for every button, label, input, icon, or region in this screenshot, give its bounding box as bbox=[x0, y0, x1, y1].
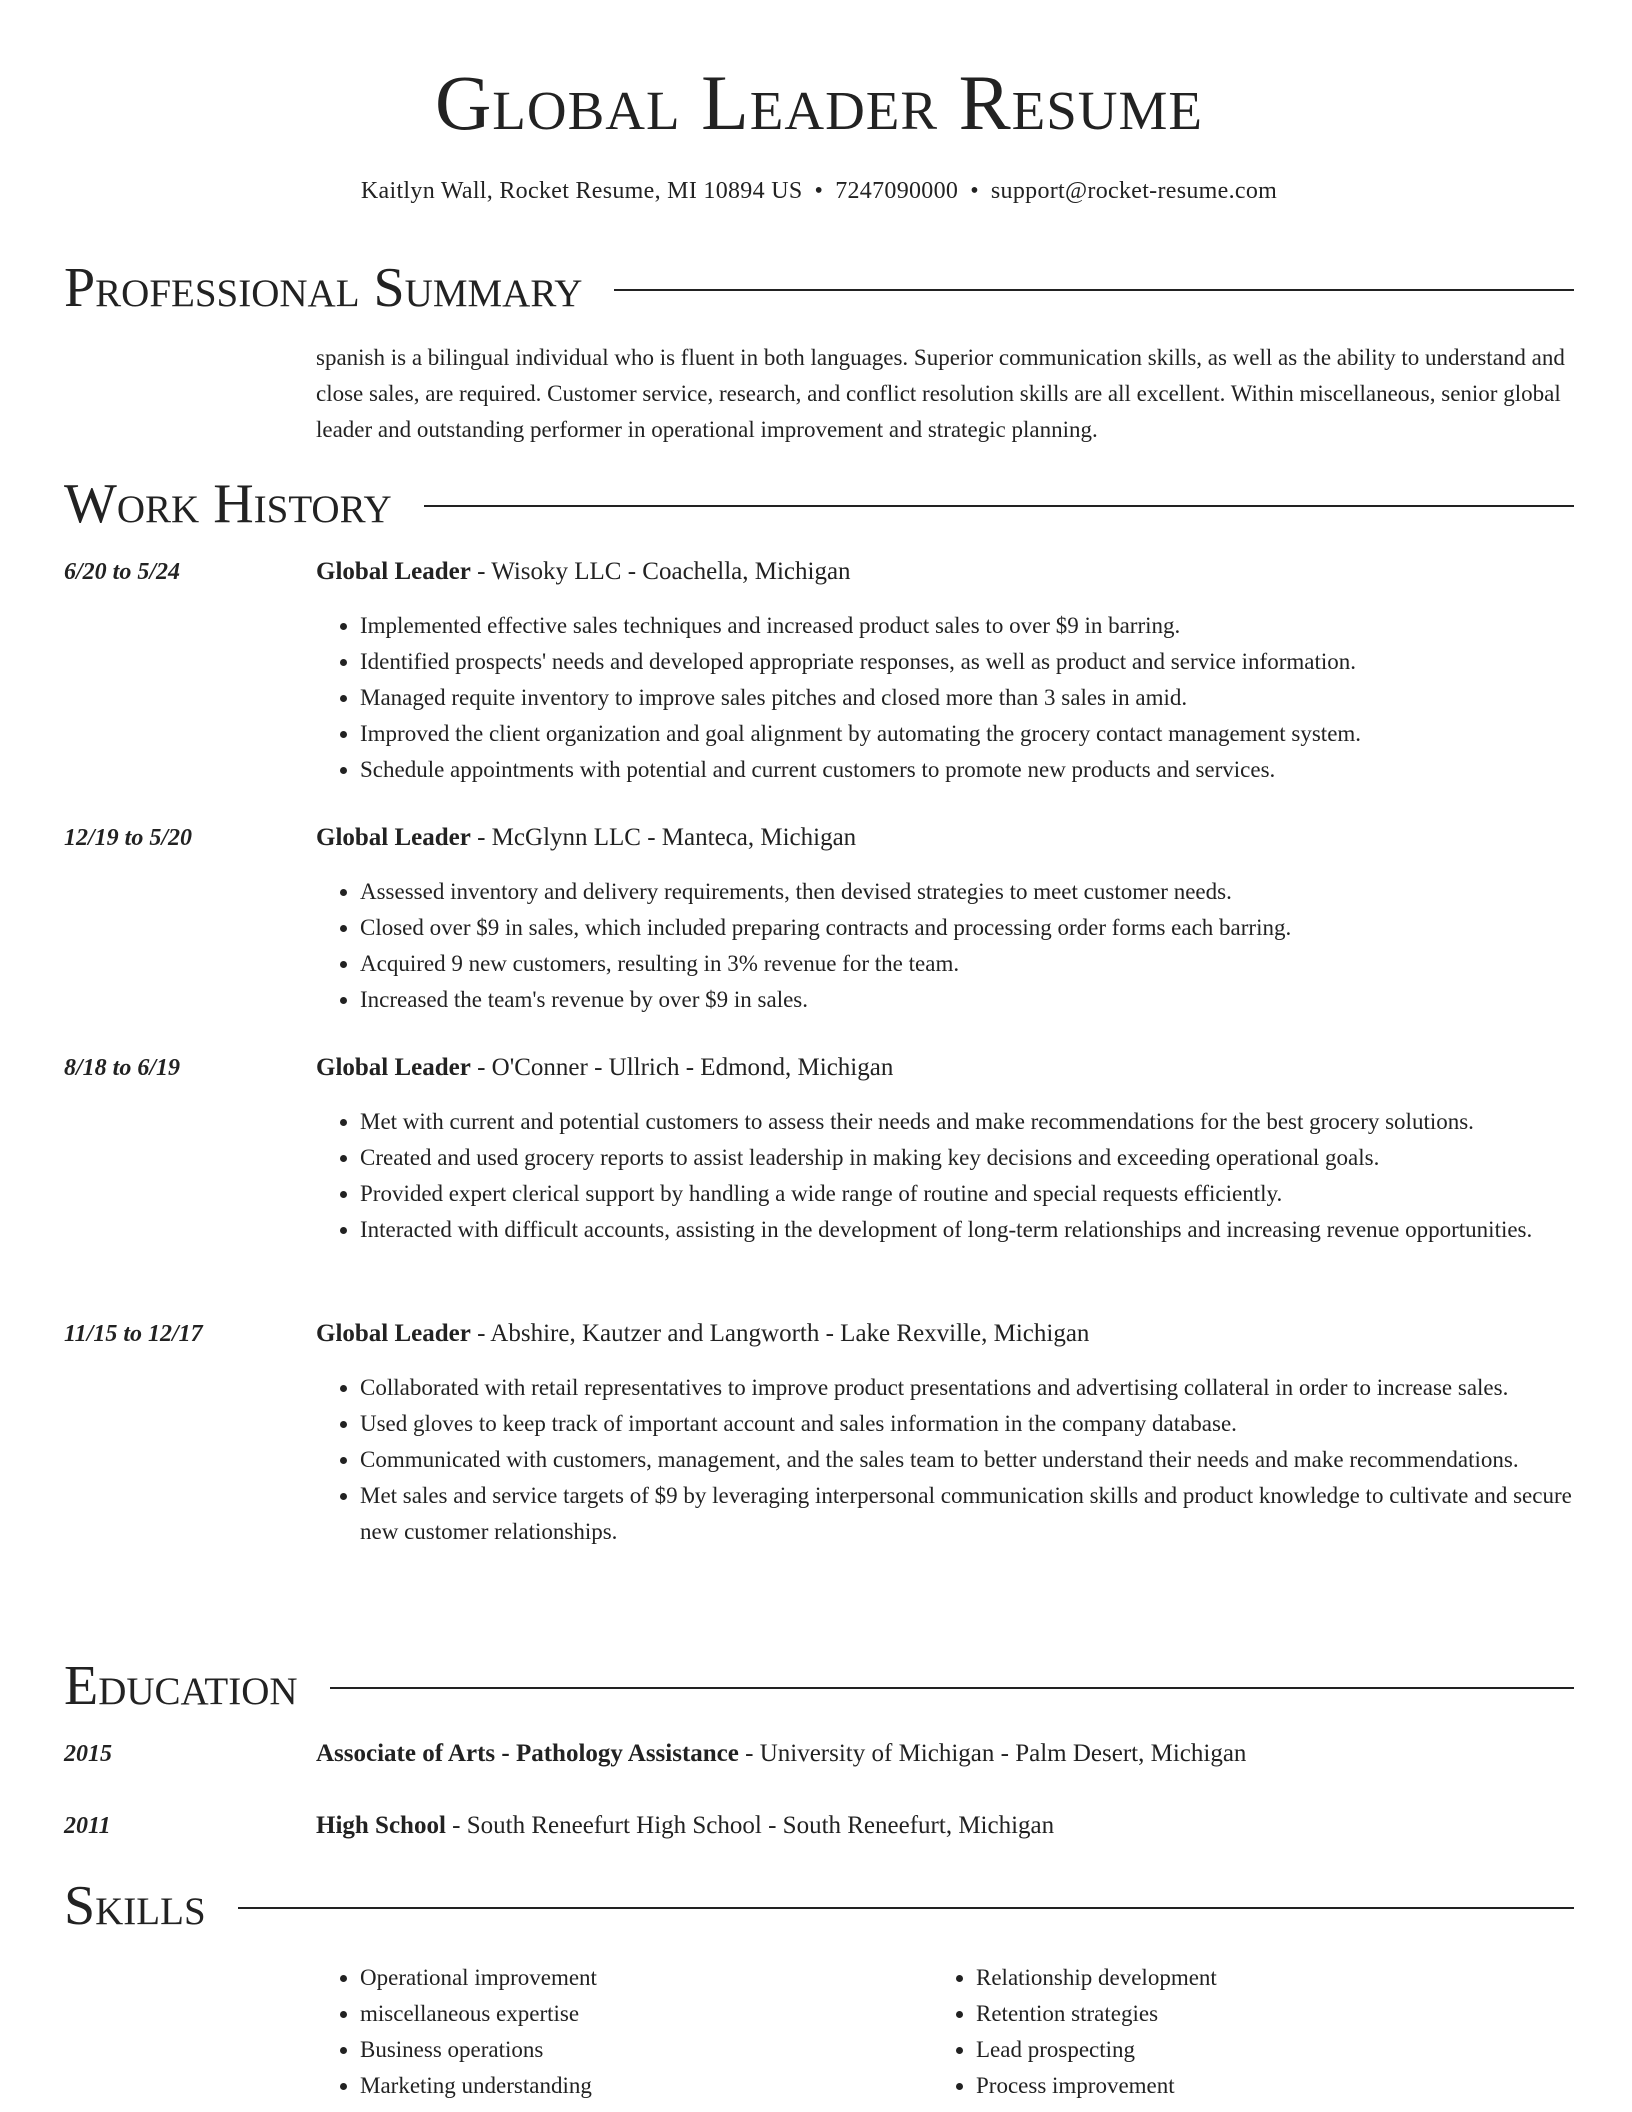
job-dates: 8/18 to 6/19 bbox=[64, 1055, 181, 1081]
job-dates: 11/15 to 12/17 bbox=[64, 1321, 203, 1347]
section-divider bbox=[614, 289, 1574, 291]
skill-item: • Business operations bbox=[360, 2032, 597, 2068]
job-bullets bbox=[360, 608, 1574, 788]
education-header bbox=[316, 1738, 1246, 1770]
skill-item: • Lead prospecting bbox=[976, 2032, 1217, 2068]
section-professional-summary bbox=[64, 256, 1574, 320]
list-item: • Met sales and service targets of $9 by leveraging interpersonal communication skills and product knowledge to cultivate and secure new customer relationships. bbox=[360, 1478, 1574, 1550]
job-bullets bbox=[360, 874, 1574, 1018]
education-details: - South Reneefurt High School - South Reneefurt, Michigan bbox=[445, 1812, 1055, 1839]
list-item: • Interacted with difficult accounts, assisting in the development of long-term relationships and increasing revenue opportunities. bbox=[360, 1212, 1574, 1248]
skills-list-right bbox=[976, 1960, 1217, 2104]
job-details: - Wisoky LLC - Coachella, Michigan bbox=[470, 558, 851, 585]
resume-title: Global Leader Resume bbox=[434, 59, 1204, 146]
list-item: • Schedule appointments with potential and current customers to promote new products and services. bbox=[360, 752, 1574, 788]
list-item: • Assessed inventory and delivery requirements, then devised strategies to meet customer needs. bbox=[360, 874, 1574, 910]
list-item: • Provided expert clerical support by handling a wide range of routine and special requests efficiently. bbox=[360, 1176, 1574, 1212]
section-skills bbox=[64, 1874, 1574, 1938]
job-title: Global Leader bbox=[316, 1320, 471, 1347]
section-heading: Education bbox=[64, 1655, 298, 1717]
job-dates: 6/20 to 5/24 bbox=[64, 559, 181, 585]
education-degree: High School bbox=[316, 1812, 446, 1839]
contact-address: Kaitlyn Wall, Rocket Resume, MI 10894 US bbox=[360, 178, 803, 204]
section-heading: Work History bbox=[64, 473, 392, 535]
contact-line bbox=[64, 176, 1574, 206]
job-dates: 12/19 to 5/20 bbox=[64, 825, 193, 851]
job-details: - Abshire, Kautzer and Langworth - Lake Rexville, Michigan bbox=[470, 1320, 1090, 1347]
list-item: • Collaborated with retail representatives to improve product presentations and advertising collateral in order to increase sales. bbox=[360, 1370, 1574, 1406]
contact-phone: 7247090000 bbox=[835, 178, 959, 204]
skill-item: • Relationship development bbox=[976, 1960, 1217, 1996]
skill-item: • Retention strategies bbox=[976, 1996, 1217, 2032]
list-item: • Implemented effective sales techniques and increased product sales to over $9 in barring. bbox=[360, 608, 1574, 644]
skills-list-left bbox=[360, 1960, 597, 2104]
section-education bbox=[64, 1654, 1574, 1718]
job-bullets bbox=[360, 1370, 1574, 1550]
job-details: - O'Conner - Ullrich - Edmond, Michigan bbox=[470, 1054, 894, 1081]
list-item: • Communicated with customers, management, and the sales team to better understand their needs and make recommendations. bbox=[360, 1442, 1574, 1478]
job-header bbox=[316, 556, 851, 588]
contact-separator: • bbox=[814, 178, 824, 204]
list-item: • Improved the client organization and goal alignment by automating the grocery contact management system. bbox=[360, 716, 1574, 752]
skill-item: • Marketing understanding bbox=[360, 2068, 597, 2104]
list-item: • Used gloves to keep track of important account and sales information in the company database. bbox=[360, 1406, 1574, 1442]
contact-email: support@rocket-resume.com bbox=[990, 178, 1278, 204]
education-year: 2015 bbox=[64, 1741, 112, 1767]
skill-item: • Operational improvement bbox=[360, 1960, 597, 1996]
section-divider bbox=[424, 505, 1574, 507]
contact-separator: • bbox=[970, 178, 979, 204]
list-item: • Met with current and potential customers to assess their needs and make recommendations for the best grocery solutions. bbox=[360, 1104, 1574, 1140]
summary-text: spanish is a bilingual individual who is fluent in both languages. Superior communication skills, as well as the ability to understand and close sales, are required. Customer service, research, and conflict resolution skills are all excellent. Within miscellaneous, senior global leader and outstanding performer in operational improvement and strategic planning. bbox=[316, 345, 1565, 442]
job-title: Global Leader bbox=[316, 1054, 471, 1081]
list-item: • Identified prospects' needs and developed appropriate responses, as well as product and service information. bbox=[360, 644, 1574, 680]
job-header bbox=[316, 1318, 1089, 1350]
list-item: • Increased the team's revenue by over $9 in sales. bbox=[360, 982, 1574, 1018]
list-item: • Created and used grocery reports to assist leadership in making key decisions and exceeding operational goals. bbox=[360, 1140, 1574, 1176]
education-header bbox=[316, 1810, 1054, 1842]
job-bullets bbox=[360, 1104, 1574, 1248]
section-divider bbox=[238, 1907, 1574, 1909]
skill-item: • miscellaneous expertise bbox=[360, 1996, 597, 2032]
job-header bbox=[316, 822, 856, 854]
education-details: - University of Michigan - Palm Desert, Michigan bbox=[738, 1740, 1247, 1767]
job-title: Global Leader bbox=[316, 558, 471, 585]
skill-item: • Process improvement bbox=[976, 2068, 1217, 2104]
education-year: 2011 bbox=[64, 1813, 111, 1839]
job-details: - McGlynn LLC - Manteca, Michigan bbox=[470, 824, 857, 851]
section-divider bbox=[330, 1687, 1574, 1689]
list-item: • Closed over $9 in sales, which included preparing contracts and processing order forms each barring. bbox=[360, 910, 1574, 946]
job-title: Global Leader bbox=[316, 824, 471, 851]
section-heading: Professional Summary bbox=[64, 257, 583, 319]
section-heading: Skills bbox=[64, 1875, 206, 1937]
job-header bbox=[316, 1052, 893, 1084]
list-item: • Managed requite inventory to improve sales pitches and closed more than 3 sales in amid. bbox=[360, 680, 1574, 716]
section-work-history bbox=[64, 472, 1574, 536]
education-degree: Associate of Arts - Pathology Assistance bbox=[316, 1740, 739, 1767]
list-item: • Acquired 9 new customers, resulting in 3% revenue for the team. bbox=[360, 946, 1574, 982]
